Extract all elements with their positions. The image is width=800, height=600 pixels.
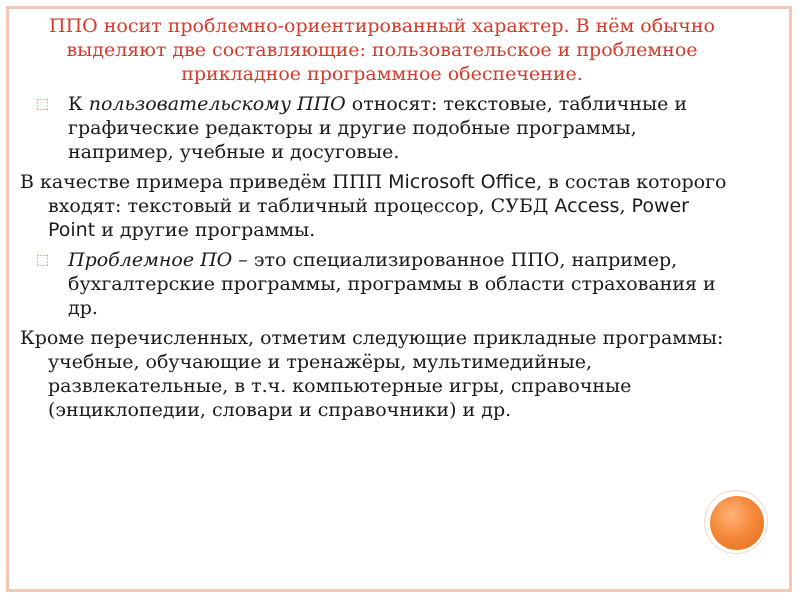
other-programs-text: Кроме перечисленных, отметим следующие прикладные программы: учебные, обучающие и тренажёры, мультимедийные, развлекательные, в т.ч. компьютерные игры, справочные (энциклопедии, словари и справочники) и др. [20, 327, 724, 421]
example-lead: В качестве примера приведём ППП [20, 171, 389, 193]
bullet1-term: пользовательскому ППО [88, 93, 346, 115]
example-paragraph [20, 170, 740, 242]
ms-office-term: Microsoft Office [388, 171, 537, 193]
decorative-orb [710, 496, 764, 550]
bullet-user-software [20, 92, 740, 164]
bullet-arrow-icon: ⬚ [36, 96, 50, 112]
intro-paragraph: ППО носит проблемно-ориентированный характер. В нём обычно выделяют две составляющие: пользовательское и проблемное прикладное программное обеспечение. [49, 15, 715, 85]
powerpoint-term: Power Point [48, 195, 689, 241]
example-tail: и другие программы. [95, 219, 316, 241]
bullet2-body: – это специализированное ППО, например, бухгалтерские программы, программы в области страхования и др. [68, 249, 716, 319]
bullet-arrow-icon: ⬚ [36, 252, 50, 268]
example-body: , в состав которого входят: текстовый и табличный процессор, СУБД [48, 171, 727, 217]
access-term: Access [554, 195, 620, 217]
example-sep: , [619, 195, 632, 217]
bullet2-term: Проблемное ПО [68, 249, 233, 271]
bullet1-lead: К [68, 93, 89, 115]
other-programs-paragraph [20, 326, 740, 422]
slide-content [20, 14, 740, 428]
bullet1-body: относят: текстовые, табличные и графические редакторы и другие подобные программы, например, учебные и досуговые. [68, 93, 688, 163]
bullet-problem-software [20, 248, 740, 320]
